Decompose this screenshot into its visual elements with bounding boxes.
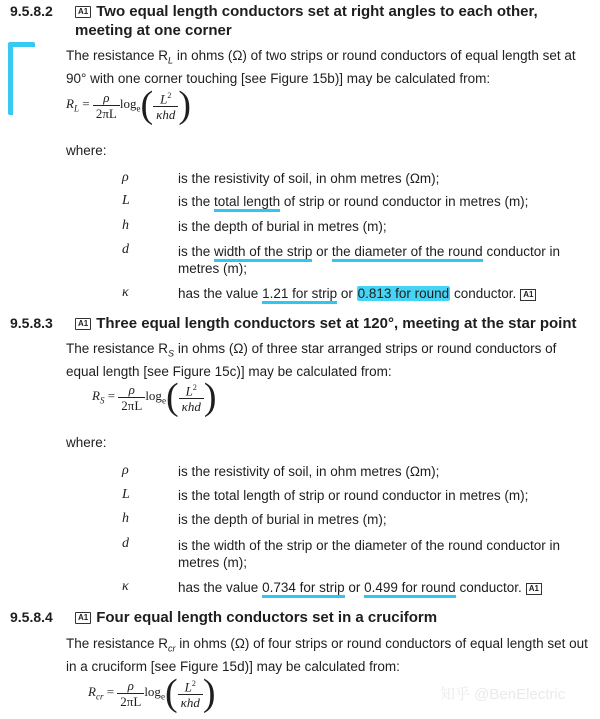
intro-paragraph: The resistance $R_L$ in ohms (Ω) of two strips or round conductors of equal length set at 90° with one corner touching [see Figure 15b)] may be calculated from: [66,48,576,86]
symbol-kappa: κ [122,285,129,300]
highlight-121-strip: 1.21 for strip [262,286,337,304]
amendment-a1-marker: A1 [75,318,91,330]
section-heading-9584 [10,608,600,628]
where-label: where: [66,435,107,450]
highlight-bracket [8,42,35,115]
definition-l: is the total length of strip or round conductor in metres (m); [178,194,598,210]
watermark: 知乎 @BenElectric [440,686,566,703]
highlight-0734-strip: 0.734 for strip [262,580,345,598]
amendment-a1-marker: A1 [75,612,91,624]
section-number: 9.5.8.2 [10,3,53,19]
symbol-kappa: κ [122,579,129,594]
intro-paragraph: The resistance $R_{cr}$ in ohms (Ω) of four strips or round conductors of equal length set out in a cruciform [see Figure 15d)] may be calculated from: [66,636,588,674]
where-label: where: [66,143,107,158]
symbol-rho: ρ [122,170,129,185]
formula-rcr: $R_{cr}$ = $\frac{\rho}{2\pi L}$ $\log_e$( $L^2$ κhd ) [88,672,216,714]
symbol-h: h [122,511,129,526]
section-number: 9.5.8.3 [10,315,53,331]
definition-h: is the depth of burial in metres (m); [178,219,387,234]
amendment-a1-marker: A1 [75,6,91,18]
symbol-h: h [122,218,129,233]
definition-kappa: has the value 1.21 for strip or 0.813 for round conductor. A1 [178,286,598,302]
definition-kappa: has the value 0.734 for strip or 0.499 for round conductor. A1 [178,580,598,596]
highlight-0499-round: 0.499 for round [364,580,456,598]
section-heading-9583 [10,314,600,334]
definition-l: is the total length of strip or round conductor in metres (m); [178,488,529,503]
section-heading-9582 [10,2,600,42]
section-title: Two equal length conductors set at right angles to each other, meeting at one corner [75,3,538,39]
symbol-rho: ρ [122,463,129,478]
intro-paragraph: The resistance $R_S$ in ohms (Ω) of three star arranged strips or round conductors of equal length [see Figure 15c)] may be calculated from: [66,341,557,379]
definition-d: is the width of the strip or the diameter of the round conductor in metres (m); [178,244,560,276]
symbol-d: d [122,242,129,257]
section-title: Three equal length conductors set at 120°, meeting at the star point [96,315,577,332]
symbol-l: L [122,193,130,208]
symbol-l: L [122,487,130,502]
definition-rho: is the resistivity of soil, in ohm metres (Ωm); [178,171,440,186]
section-number: 9.5.8.4 [10,609,53,625]
formula-rs: $R_S$ = $\frac{\rho}{2\pi L}$ $\log_e$( $L^2$ κhd ) [92,376,217,418]
amendment-a1-end-marker: A1 [526,583,542,595]
highlight-width-strip: width of the strip [214,244,312,262]
symbol-d: d [122,536,129,551]
section-title: Four equal length conductors set in a cruciform [96,609,438,626]
highlight-diameter-round: the diameter of the round [332,244,483,262]
amendment-a1-end-marker: A1 [520,289,536,301]
formula-rl: $R_L$ = $\frac{\rho}{2\pi L}$ $\log_e$( $L^2$ κhd ) [66,84,192,126]
highlight-total-length: total length [214,194,280,212]
definition-d: is the width of the strip or the diameter of the round conductor in metres (m); [178,538,560,570]
highlight-0813-round: 0.813 for round [357,286,450,301]
definition-rho: is the resistivity of soil, in ohm metres (Ωm); [178,464,440,479]
definition-h: is the depth of burial in metres (m); [178,512,387,527]
